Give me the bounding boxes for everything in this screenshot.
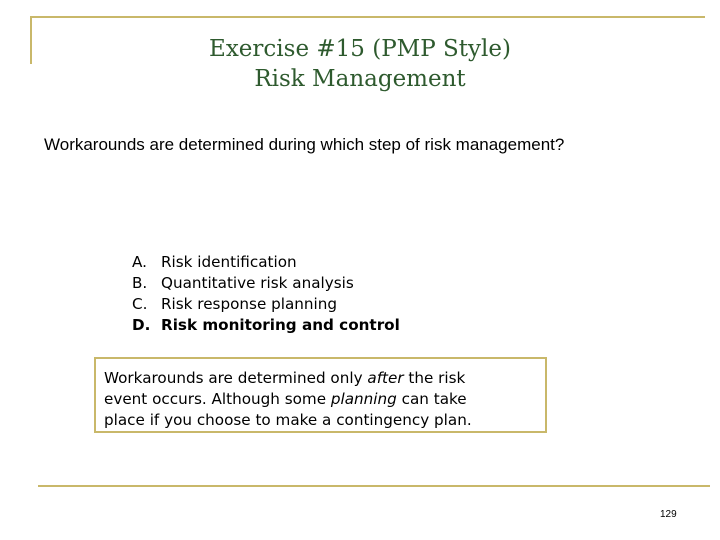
option-c xyxy=(132,294,400,315)
explanation-text: Workarounds are determined only xyxy=(104,369,368,387)
slide-title xyxy=(0,34,720,94)
page-number: 129 xyxy=(660,509,677,520)
option-text: Risk response planning xyxy=(161,295,338,313)
option-text: Quantitative risk analysis xyxy=(161,274,354,292)
explanation-box xyxy=(94,357,547,433)
explanation-text: event occurs. Although some xyxy=(104,390,331,408)
question-text: Workarounds are determined during which step of risk management? xyxy=(44,135,565,154)
explanation-line-2 xyxy=(104,389,545,410)
option-letter: A. xyxy=(132,253,147,271)
answer-options xyxy=(132,252,400,336)
explanation-line-1 xyxy=(104,368,545,389)
option-letter: B. xyxy=(132,274,148,292)
explanation-emphasis: planning xyxy=(330,390,397,408)
explanation-emphasis: after xyxy=(367,369,404,387)
title-line-1: Exercise #15 (PMP Style) xyxy=(209,36,511,62)
option-a xyxy=(132,252,400,273)
explanation-line-3: place if you choose to make a contingency plan. xyxy=(104,411,472,429)
explanation-text: the risk xyxy=(403,369,466,387)
top-rule xyxy=(30,16,705,18)
option-letter: D. xyxy=(132,316,151,334)
title-line-2: Risk Management xyxy=(254,66,466,92)
explanation-text: can take xyxy=(396,390,467,408)
option-b xyxy=(132,273,400,294)
option-text: Risk monitoring and control xyxy=(161,316,400,334)
option-d-correct xyxy=(132,315,400,336)
bottom-rule xyxy=(38,485,710,487)
option-text: Risk identification xyxy=(161,253,297,271)
option-letter: C. xyxy=(132,295,148,313)
